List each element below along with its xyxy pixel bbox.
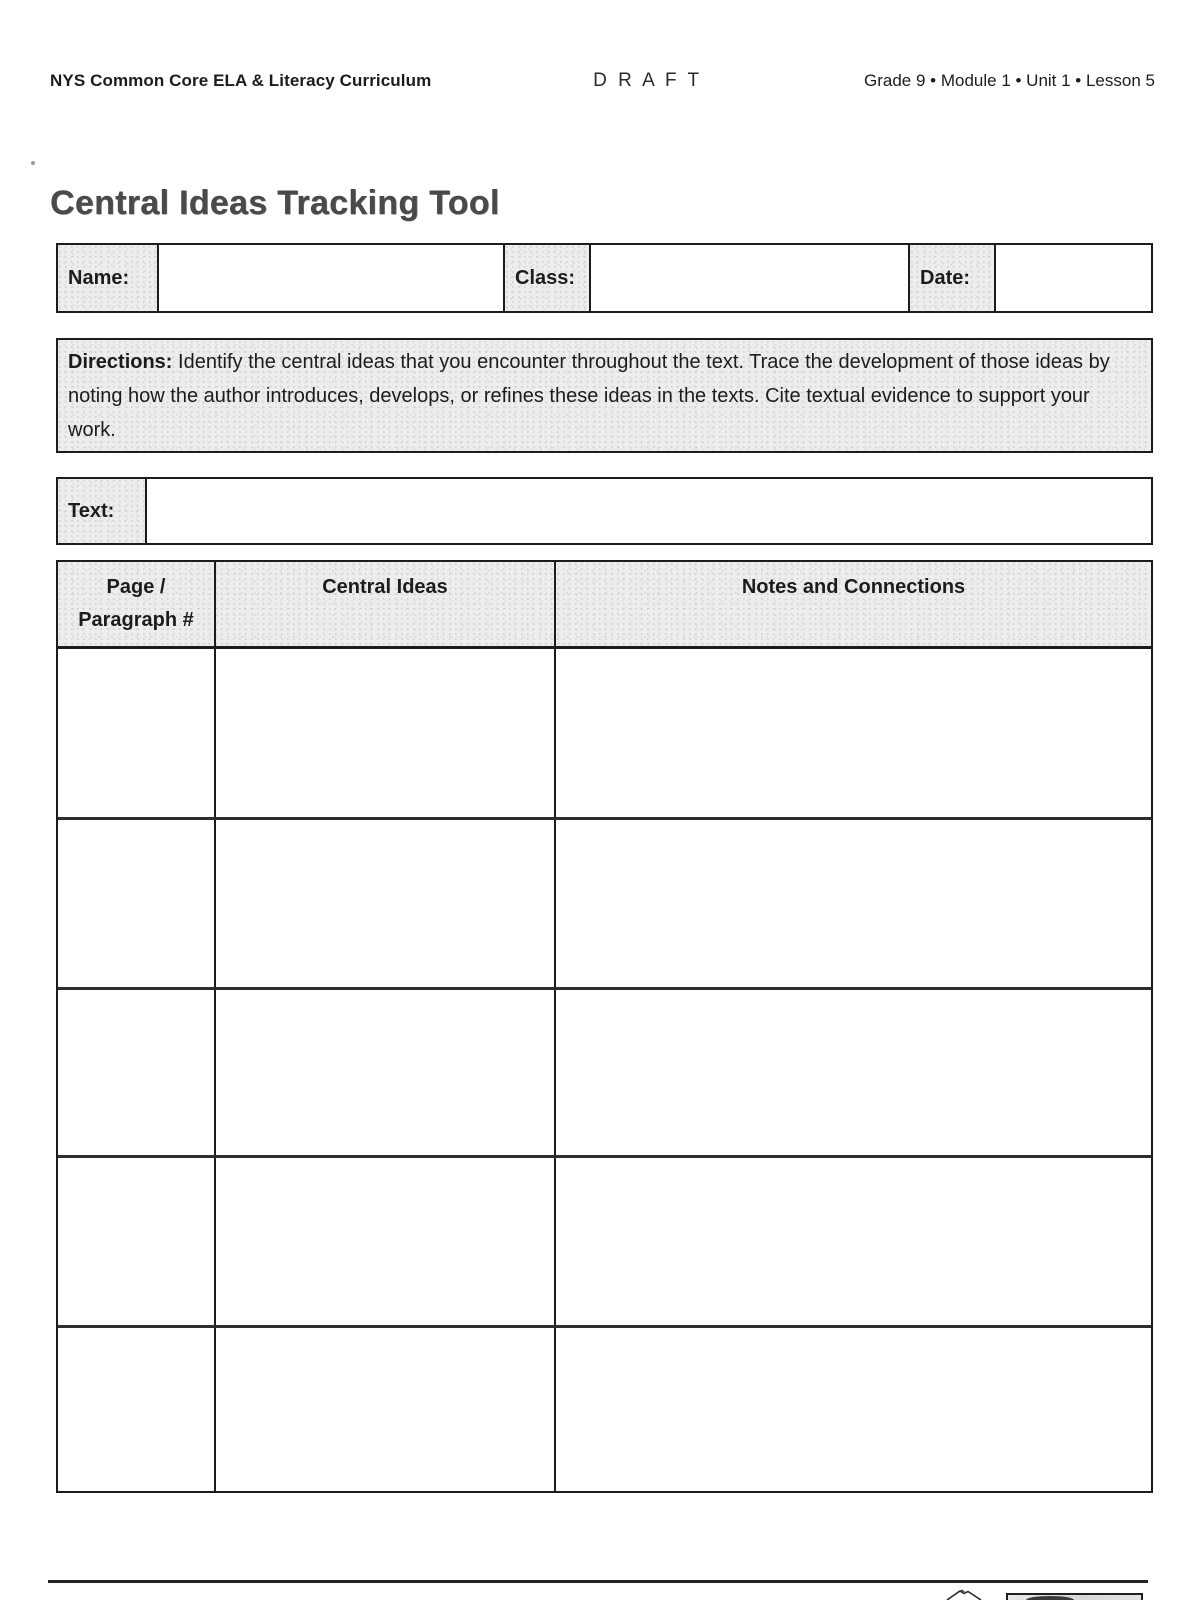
table-cell-central_ideas xyxy=(216,1328,556,1491)
banner-logo-strip xyxy=(1006,1593,1143,1600)
header-curriculum-title: NYS Common Core ELA & Literacy Curriculum xyxy=(50,71,432,90)
column-header-central-ideas: Central Ideas xyxy=(216,562,556,646)
class-label: Class: xyxy=(503,245,589,311)
page-title: Central Ideas Tracking Tool xyxy=(50,184,500,222)
table-cell-notes xyxy=(556,649,1151,817)
table-cell-notes xyxy=(556,990,1151,1155)
table-cell-page xyxy=(58,1328,216,1491)
table-cell-central_ideas xyxy=(216,990,556,1155)
class-field xyxy=(589,245,908,311)
scan-artifact-dot xyxy=(31,161,35,165)
column-header-page-paragraph: Page / Paragraph # xyxy=(58,562,216,646)
table-cell-page xyxy=(58,1158,216,1325)
table-cell-notes xyxy=(556,1328,1151,1491)
date-label: Date: xyxy=(908,245,994,311)
table-cell-page xyxy=(58,990,216,1155)
mountain-peak-logo-icon xyxy=(946,1589,982,1600)
running-header xyxy=(50,70,1155,92)
table-cell-page xyxy=(58,649,216,817)
table-cell-notes xyxy=(556,820,1151,987)
header-draft-watermark: D R A F T xyxy=(593,70,703,91)
table-header-row xyxy=(58,562,1151,649)
table-cell-central_ideas xyxy=(216,1158,556,1325)
table-cell-page xyxy=(58,820,216,987)
central-ideas-table xyxy=(56,560,1153,1493)
table-row xyxy=(58,649,1151,817)
table-body xyxy=(58,649,1151,1491)
directions-box xyxy=(56,338,1153,453)
column-header-notes-connections: Notes and Connections xyxy=(741,576,966,598)
text-row xyxy=(56,477,1153,545)
name-label: Name: xyxy=(58,245,157,311)
directions-label: Directions: xyxy=(68,351,173,373)
name-field xyxy=(157,245,503,311)
text-label: Text: xyxy=(58,479,147,543)
date-field xyxy=(994,245,1151,311)
header-grade-module-lesson: Grade 9 • Module 1 • Unit 1 • Lesson 5 xyxy=(864,71,1155,90)
table-cell-notes xyxy=(556,1158,1151,1325)
footer-rule xyxy=(48,1580,1148,1583)
directions-text: Identify the central ideas that you encounter throughout the text. Trace the development of those ideas by noting how the author introduces, develops, or refines these ideas in the texts. Cite textual evidence to support your work. xyxy=(68,351,1110,441)
table-cell-central_ideas xyxy=(216,649,556,817)
table-row xyxy=(58,817,1151,987)
table-cell-central_ideas xyxy=(216,820,556,987)
table-row xyxy=(58,987,1151,1155)
table-row xyxy=(58,1325,1151,1491)
table-row xyxy=(58,1155,1151,1325)
name-class-date-row xyxy=(56,243,1153,313)
text-field xyxy=(147,479,1151,543)
